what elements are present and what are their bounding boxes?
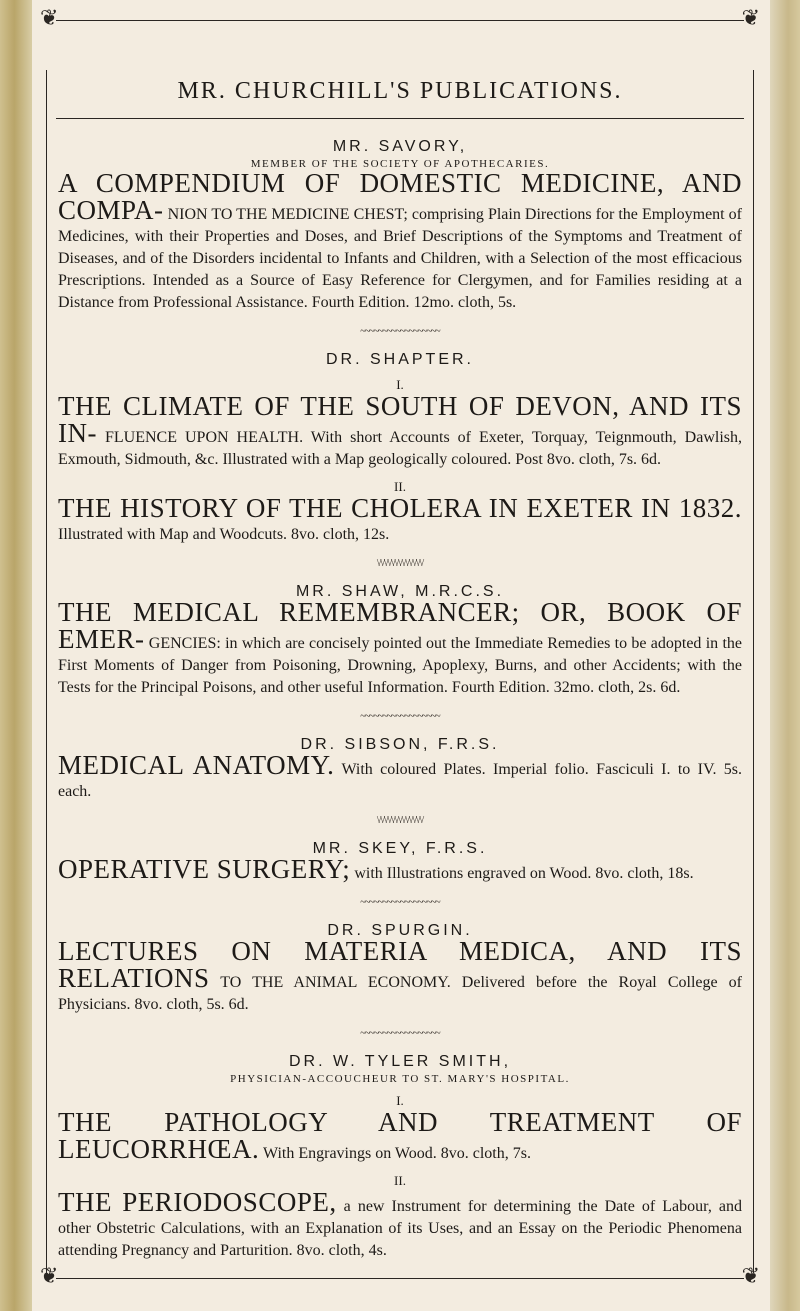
author-section-skey [58,840,742,885]
volume-number: I. [396,1093,404,1108]
book-title: A COMPENDIUM OF DOMESTIC MEDICINE, AND COMPA- [58,168,742,225]
author-section-spurgin [58,922,742,1016]
book-entry [58,1107,742,1165]
author-name: MR. SHAW, M.R.C.S. [295,583,505,600]
flourish-ornament-icon: ❦ [741,6,760,31]
catalogue-page [40,0,760,1311]
book-title: OPERATIVE SURGERY; [58,854,351,884]
top-border-rule [56,20,744,21]
book-description: Illustrated with Map and Woodcuts. 8vo. cloth, 12s. [58,526,390,543]
header-border-rule [56,118,744,119]
book-description: GENCIES: in which are concisely pointed out the Immediate Remedies to be adopted in the First Moments of Danger from Poisoning, Drowning, Apoplexy, Burns, and other Accidents; with the Tests for the Principal Poisons, and other useful Information. Fourth Edition. 32mo. cloth, 2s. 6d. [58,635,743,696]
flourish-ornament-icon: ❦ [741,1264,760,1289]
book-entry [58,391,742,471]
book-description: With coloured Plates. Imperial folio. Fasciculi I. to IV. 5s. each. [58,761,743,800]
author-section-shaw [58,583,742,699]
author-name: DR. SHAPTER. [325,351,474,368]
author-section-savory [58,138,742,314]
author-name: DR. W. TYLER SMITH, [288,1053,512,1070]
wavy-divider: ~~~~~~~~~~~~~~~~~~ [360,897,440,908]
catalogue-content [58,138,742,1262]
wavy-divider: \/\/\/\/\/\/\/\/\/\/\/\/\/ [376,558,424,569]
flourish-ornament-icon: ❦ [40,6,59,31]
book-title: THE MEDICAL REMEMBRANCER; OR, BOOK OF EMER- [58,597,742,654]
author-name: DR. SPURGIN. [327,922,473,939]
wavy-divider: \/\/\/\/\/\/\/\/\/\/\/\/\/ [376,815,424,826]
wavy-divider: ~~~~~~~~~~~~~~~~~~ [360,1028,440,1039]
right-border-line [753,70,754,1273]
book-entry [58,936,742,1016]
author-affiliation: MEMBER OF THE SOCIETY OF APOTHECARIES. [250,158,550,170]
page-binding-edge-left [0,0,32,1311]
page-header-title: MR. CHURCHILL'S PUBLICATIONS. [177,78,623,104]
volume-number: II. [394,1173,406,1188]
author-name: DR. SIBSON, F.R.S. [300,736,500,753]
bottom-border-rule [56,1278,744,1279]
book-description: with Illustrations engraved on Wood. 8vo. cloth, 18s. [354,865,694,882]
wavy-divider: ~~~~~~~~~~~~~~~~~~ [360,326,440,337]
volume-number: I. [396,377,404,392]
author-name: MR. SKEY, F.R.S. [312,840,488,857]
book-title: THE HISTORY OF THE CHOLERA IN EXETER IN 1832. [58,493,742,523]
book-entry [58,168,743,314]
book-description: With Engravings on Wood. 8vo. cloth, 7s. [262,1145,531,1162]
author-affiliation: PHYSICIAN-ACCOUCHEUR TO ST. MARY'S HOSPITAL. [230,1073,570,1085]
book-title: THE PERIODOSCOPE, [58,1187,337,1217]
flourish-ornament-icon: ❦ [40,1264,59,1289]
book-title: THE PATHOLOGY AND TREATMENT OF LEUCORRHŒA. [58,1107,742,1164]
author-section-shapter [58,351,742,546]
author-section-tyler-smith [58,1053,742,1262]
book-description: FLUENCE UPON HEALTH. With short Accounts of Exeter, Torquay, Teignmouth, Dawlish, Exmouth, Sidmouth, &c. Illustrated with a Map geologically coloured. Post 8vo. cloth, 7s. 6d. [58,429,742,468]
book-entry [58,597,743,699]
book-entry [58,854,742,885]
book-entry [58,493,742,546]
book-description: a new Instrument for determining the Date of Labour, and other Obstetric Calculations, with an Explanation of its Uses, and an Essay on the Periodic Phenomena attending Pregnancy and Parturition. 8vo. cloth, 4s. [58,1198,742,1259]
book-entry [58,750,743,803]
left-border-line [46,70,47,1273]
book-entry [58,1187,742,1262]
page-binding-edge-right [770,0,800,1311]
author-section-sibson [58,736,742,803]
book-title: LECTURES ON MATERIA MEDICA, AND ITS RELATIONS [58,936,742,993]
book-description: TO THE ANIMAL ECONOMY. Delivered before the Royal College of Physicians. 8vo. cloth, 5s. 6d. [58,974,742,1013]
author-name: MR. SAVORY, [332,138,468,155]
book-title: THE CLIMATE OF THE SOUTH OF DEVON, AND ITS IN- [58,391,742,448]
book-description: NION TO THE MEDICINE CHEST; comprising Plain Directions for the Employment of Medicines, with their Properties and Doses, and Brief Descriptions of the Symptoms and Treatment of Diseases, and of the Disorders incidental to Infants and Children, with a Selection of the most efficacious Prescriptions. Intended as a Source of Easy Reference for Clergymen, and for Families residing at a Distance from Professional Assistance. Fourth Edition. 12mo. cloth, 5s. [58,206,743,311]
book-title: MEDICAL ANATOMY. [58,750,335,780]
volume-number: II. [394,479,406,494]
wavy-divider: ~~~~~~~~~~~~~~~~~~ [360,711,440,722]
